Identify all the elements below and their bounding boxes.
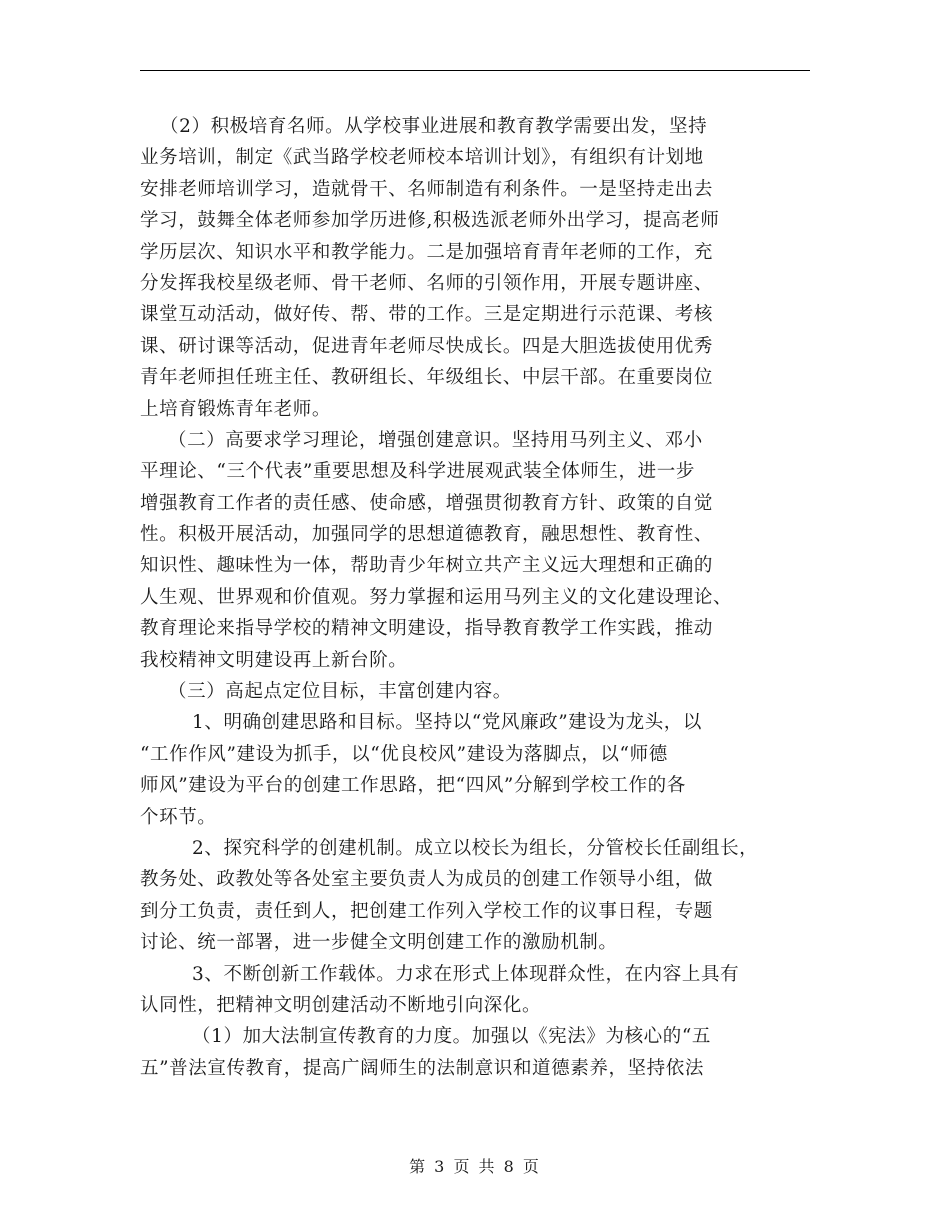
paragraph-line: 平理论、“三个代表”重要思想及科学进展观武装全体师生，进一步: [140, 461, 695, 483]
paragraph-line: （三）高起点定位目标，丰富创建内容。: [168, 681, 512, 703]
paragraph-line: 教育理论来指导学校的精神文明建设，指导教育教学工作实践，推动: [140, 618, 714, 640]
paragraph-line: 我校精神文明建设再上新台阶。: [140, 649, 408, 671]
paragraph-line: 课堂互动活动，做好传、帮、带的工作。三是定期进行示范课、考核: [140, 304, 714, 326]
paragraph-line: 讨论、统一部署，进一步健全文明创建工作的激励机制。: [140, 932, 618, 954]
paragraph-line: （2）积极培育名师。从学校事业进展和教育教学需要出发，坚持: [160, 116, 708, 137]
paragraph-line: 个环节。: [140, 806, 217, 828]
paragraph-line: 认同性，把精神文明创建活动不断地引向深化。: [140, 994, 542, 1016]
paragraph-line: 五”普法宣传教育，提高广阔师生的法制意识和道德素养，坚持依法: [140, 1057, 704, 1079]
paragraph-line: 师风”建设为平台的创建工作思路，把“四风”分解到学校工作的各: [140, 775, 686, 797]
page-number-footer: 第 3 页 共 8 页: [409, 1157, 541, 1176]
document-body: [140, 111, 830, 1084]
paragraph-line: （1）加大法制宣传教育的力度。加强以《宪法》为核心的“五: [192, 1026, 712, 1048]
paragraph-line: 教务处、政教处等各处室主要负责人为成员的创建工作领导小组，做: [140, 869, 714, 891]
paragraph-line: 课、研讨课等活动，促进青年老师尽快成长。四是大胆选拔使用优秀: [140, 335, 714, 357]
paragraph-line: 安排老师培训学习，造就骨干、名师制造有利条件。一是坚持走出去: [140, 178, 714, 200]
paragraph-line: 知识性、趣味性为一体，帮助青少年树立共产主义远大理想和正确的: [140, 555, 714, 577]
paragraph-line: （二）高要求学习理论，增强创建意识。坚持用马列主义、邓小: [168, 429, 703, 451]
paragraph-line: 青年老师担任班主任、教研组长、年级组长、中层干部。在重要岗位: [140, 367, 714, 389]
paragraph-line: 1、明确创建思路和目标。坚持以“党风廉政”建设为龙头，以: [192, 712, 702, 734]
paragraph-line: 增强教育工作者的责任感、使命感，增强贯彻教育方针、政策的自觉: [140, 492, 714, 514]
paragraph-line: 2、探究科学的创建机制。成立以校长为组长，分管校长任副组长，: [192, 837, 759, 859]
header-rule: [140, 70, 810, 71]
paragraph-line: 人生观、世界观和价值观。努力掌握和运用马列主义的文化建设理论、: [140, 586, 733, 608]
paragraph-line: 到分工负责，责任到人，把创建工作列入学校工作的议事日程，专题: [140, 900, 714, 922]
paragraph-line: 上培育锻炼青年老师。: [140, 398, 332, 420]
paragraph-line: 学习，鼓舞全体老师参加学历进修,积极选派老师外出学习，提高老师: [140, 210, 720, 232]
paragraph-line: 分发挥我校星级老师、骨干老师、名师的引领作用，开展专题讲座、: [140, 272, 714, 294]
paragraph-line: 3、不断创新工作载体。力求在形式上体现群众性，在内容上具有: [192, 963, 740, 985]
paragraph-line: 学历层次、知识水平和教学能力。二是加强培育青年老师的工作，充: [140, 241, 714, 263]
paragraph-line: 性。积极开展活动，加强同学的思想道德教育，融思想性、教育性、: [140, 524, 714, 546]
paragraph-line: “工作作风”建设为抓手，以“优良校风”建设为落脚点，以“师德: [140, 743, 668, 765]
paragraph-line: 业务培训，制定《武当路学校老师校本培训计划》，有组织有计划地: [140, 147, 704, 169]
